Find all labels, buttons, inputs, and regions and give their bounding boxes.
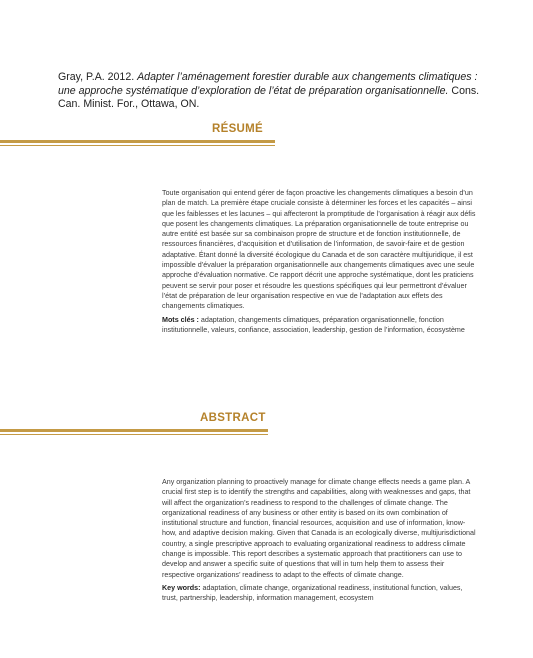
resume-heading: RÉSUMÉ xyxy=(212,123,264,135)
resume-text: Toute organisation qui entend gérer de façon proactive les changements climatiques a besoin d’un plan de match. La première étape cruciale consiste à déterminer les forces et les capacités – ainsi que les faiblesses et les lacunes – qui affecteront la promptitude de l’organisation à réagir aux défis que posent les changements climatiques. La préparation organisationnelle de toute entreprise ou autre entité est basée sur sa combinaison propre de structure et de fonction institutionnelle, de ressources financières, d’acquisition et d’utilisation de l’information, de savoir-faire et de gestion adaptative. Étant donné la diversité écologique du Canada et de son caractère multijuridique, il est impossible d’évaluer la préparation organisationnelle aux changements climatiques avec une seule approche d’évaluation normative. Ce rapport décrit une approche systématique, dont les praticiens peuvent se servir pour poser et résoudre les questions spécifiques qui leur permettront d’évaluer l’état de préparation de leur organisation respective en vue de l’adaptation aux effets des changements climatiques. xyxy=(162,189,476,311)
abstract-keywords-list: adaptation, climate change, organizational readiness, institutional function, values, trust, partnership, leadership, information management, ecosystem xyxy=(162,583,463,603)
resume-keywords-list: adaptation, changements climatiques, préparation organisationnelle, fonction institutionnelle, valeurs, confiance, association, leadership, gestion de l’information, écosystème xyxy=(162,315,465,334)
citation-title: Adapter l’aménagement forestier durable aux changements climatiques : une approche systématique d’exploration de l’état de préparation organisationnelle. xyxy=(58,71,478,97)
resume-body xyxy=(162,188,476,335)
citation xyxy=(58,71,498,112)
abstract-heading: ABSTRACT xyxy=(200,412,266,424)
abstract-rule-thick xyxy=(0,429,268,432)
resume-rule-thick xyxy=(0,140,275,143)
resume-keywords-label: Mots clés : xyxy=(162,315,199,324)
citation-publisher: Cons. Can. Minist. For., Ottawa, ON. xyxy=(58,84,480,111)
resume-rule-thin xyxy=(0,145,275,146)
abstract-text: Any organization planning to proactively manage for climate change effects needs a game plan. A crucial first step is to identify the strengths and capabilities, along with weaknesses and gaps, that will affect the organization’s readiness to respond to the challenges of climate change. The organizational readiness of any business or other entity is based on its own combination of institutional structure and function, financial resources, acquisition and use of information, know-how, and adaptive decision making. Given that Canada is an ecologically diverse, multijurisdictional country, a single prescriptive approach to evaluating organizational readiness to address climate change is impossible. This report describes a systematic approach that practitioners can use to develop and answer a specific suite of questions that will in turn help them to assess their respective organizations’ readiness to adapt to the effects of climate change. xyxy=(162,478,476,579)
abstract-keywords-label: Key words: xyxy=(162,583,201,592)
resume-keywords xyxy=(162,315,476,336)
citation-authors-year: Gray, P.A. 2012. xyxy=(58,71,138,83)
abstract-body xyxy=(162,477,476,604)
abstract-keywords xyxy=(162,583,476,604)
abstract-rule-thin xyxy=(0,434,268,435)
